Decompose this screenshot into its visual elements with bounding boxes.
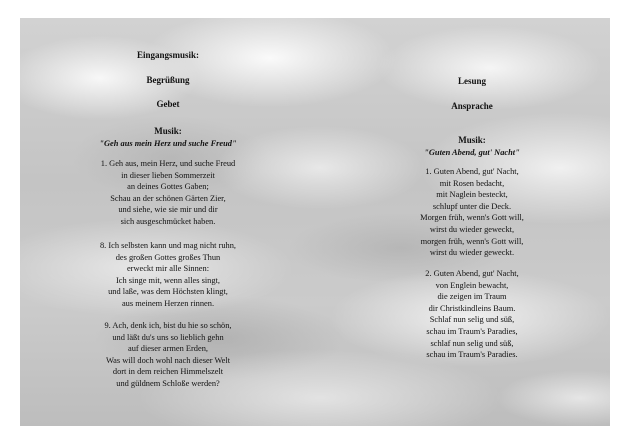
music-title-right: "Guten Abend, gut' Nacht" bbox=[424, 148, 520, 157]
verse-line: 1. Guten Abend, gut' Nacht, bbox=[425, 167, 519, 176]
verse-left-8 bbox=[68, 240, 268, 310]
verse-line: Schau an der schönen Gärten Zier, bbox=[110, 193, 226, 203]
verse-line: die zeigen im Traum bbox=[437, 292, 507, 302]
verse-line: morgen früh, wenn's Gott will, bbox=[420, 236, 524, 246]
verse-line: dort in dem reichen Himmelszelt bbox=[112, 367, 224, 377]
verse-line: an deines Gottes Gaben; bbox=[127, 182, 209, 192]
verse-line: aus meinem Herzen rinnen. bbox=[121, 298, 215, 308]
verse-right-1 bbox=[372, 166, 572, 259]
verse-line: 8. Ich selbsten kann und mag nicht ruhn, bbox=[99, 241, 237, 250]
program-sheet bbox=[20, 18, 610, 426]
heading-begruessung: Begrüßung bbox=[146, 75, 190, 85]
heading-ansprache: Ansprache bbox=[451, 101, 493, 111]
verse-line: und güldnem Schloße werden? bbox=[116, 378, 220, 388]
verse-line: dir Christkindleins Baum. bbox=[428, 303, 516, 313]
heading-eingangsmusik: Eingangsmusik: bbox=[136, 50, 200, 60]
verse-line: und siehe, wie sie mir und dir bbox=[118, 205, 218, 215]
verse-line: 2. Guten Abend, gut' Nacht, bbox=[425, 269, 519, 278]
heading-musik-right: Musik: bbox=[458, 135, 486, 145]
verse-line: in dieser lieben Sommerzeit bbox=[121, 170, 215, 180]
verse-line: wirst du wieder geweckt. bbox=[429, 248, 515, 258]
verse-line: 1. Geh aus, mein Herz, und suche Freud bbox=[100, 159, 236, 168]
verse-line: mit Rosen bedacht, bbox=[439, 178, 505, 188]
heading-musik-left: Musik: bbox=[154, 126, 182, 136]
verse-line: und läßt du's uns so lieblich gehn bbox=[112, 332, 224, 342]
heading-lesung: Lesung bbox=[457, 76, 486, 86]
verse-line: und laße, was dem Höchsten klingt, bbox=[108, 287, 228, 297]
verse-right-2 bbox=[372, 268, 572, 361]
verse-line: schau im Traum's Paradies. bbox=[426, 350, 518, 360]
verse-line: sich ausgeschmücket haben. bbox=[120, 216, 216, 226]
verse-left-9 bbox=[68, 320, 268, 390]
verse-line: wirst du wieder geweckt, bbox=[429, 224, 515, 234]
verse-line: schlupf unter die Deck. bbox=[432, 201, 512, 211]
heading-gebet: Gebet bbox=[156, 99, 180, 109]
verse-line: Was will doch wohl nach dieser Welt bbox=[105, 355, 231, 365]
verse-line: Schlaf nun selig und süß, bbox=[429, 315, 515, 325]
verse-line: auf dieser armen Erden, bbox=[128, 344, 208, 354]
music-title-left: "Geh aus mein Herz und suche Freud" bbox=[99, 139, 237, 148]
verse-line: Morgen früh, wenn's Gott will, bbox=[420, 213, 524, 223]
verse-left-1 bbox=[68, 158, 268, 228]
verse-line: schau im Traum's Paradies, bbox=[426, 326, 518, 336]
verse-line: des großen Gottes großes Thun bbox=[115, 252, 221, 262]
verse-line: 9. Ach, denk ich, bist du hie so schön, bbox=[104, 321, 232, 330]
verse-line: von Englein bewacht, bbox=[435, 280, 509, 290]
verse-line: Ich singe mit, wenn alles singt, bbox=[116, 275, 220, 285]
verse-line: erweckt mir alle Sinnen: bbox=[126, 264, 210, 274]
verse-line: schlaf nun selig und süß, bbox=[430, 338, 514, 348]
verse-line: mit Naglein besteckt, bbox=[436, 190, 508, 200]
